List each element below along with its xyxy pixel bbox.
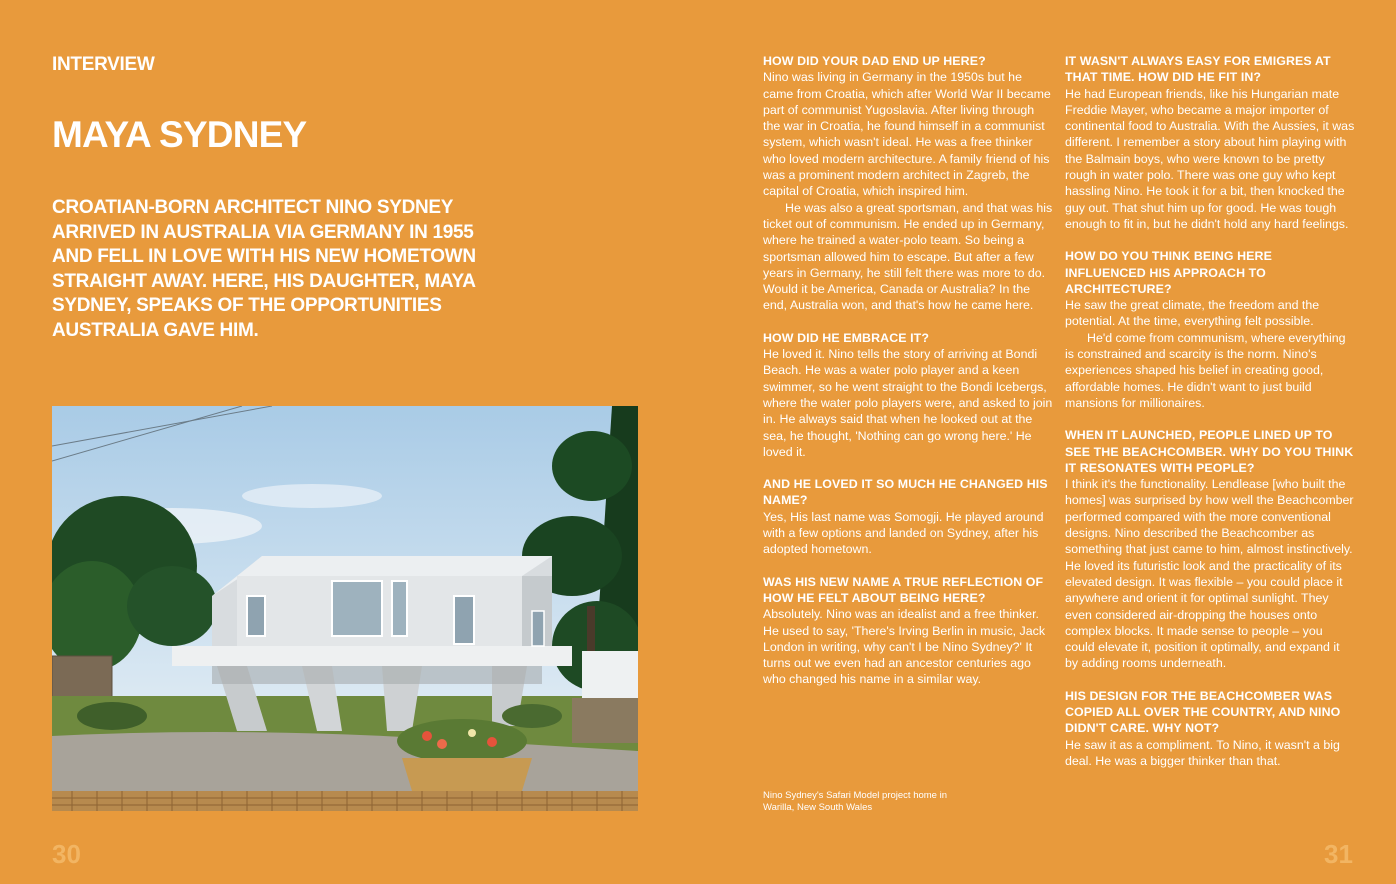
question: HOW DID YOUR DAD END UP HERE?: [763, 54, 986, 68]
answer-paragraph: He saw the great climate, the freedom and the potential. At the time, everything felt possible.: [1065, 298, 1320, 329]
page-number-right: 31: [1324, 839, 1353, 869]
question: WAS HIS NEW NAME A TRUE REFLECTION OF HOW HE FELT ABOUT BEING HERE?: [763, 574, 1044, 605]
qa-block: [1065, 427, 1355, 671]
question: HOW DID HE EMBRACE IT?: [763, 330, 930, 345]
question: HIS DESIGN FOR THE BEACHCOMBER WAS COPIED ALL OVER THE COUNTRY, AND NINO DIDN'T CARE. WHY NOT?: [1065, 688, 1341, 736]
article-title: MAYA SYDNEY: [52, 114, 307, 155]
photo-caption: Nino Sydney's Safari Model project home in Warilla, New South Wales: [763, 790, 947, 813]
answer: [1065, 476, 1355, 672]
qa-block: [763, 476, 1053, 557]
qa-block: [1065, 688, 1355, 769]
answer-paragraph: He loved it. Nino tells the story of arriving at Bondi Beach. He was a water polo player and a keen swimmer, so he went straight to the Bondi Icebergs, where the water polo players were, and asked to join in. He always said that when he looked out at the sea, he thought, 'Nothing can go wrong here.' He loved it.: [763, 347, 1053, 459]
answer-paragraph: He saw it as a compliment. To Nino, it wasn't a big deal. He was a bigger thinker than that.: [1065, 737, 1340, 768]
question: AND HE LOVED IT SO MUCH HE CHANGED HIS NAME?: [763, 477, 1048, 508]
answer-paragraph: He had European friends, like his Hungarian mate Freddie Mayer, who became a major importer of continental food to Australia. With the Aussies, it was different. I remember a story about him playing with the Balmain boys, who were known to be pretty rough in water polo. There was one guy who kept hassling Nino. He took it for a bit, then knocked the guy out. That shut him up for good. He was tough enough to fit in, but he didn't hold any hard feelings.: [1065, 86, 1355, 231]
answer: [763, 509, 1053, 558]
section-label: INTERVIEW: [52, 54, 155, 75]
qa-block: [763, 53, 1053, 314]
answer-paragraph: Nino was living in Germany in the 1950s but he came from Croatia, which after World War II became part of communist Yugoslavia. After living through the war in Croatia, he found himself in a communist system, which wasn't ideal. He was a free thinker who loved modern architecture. A family friend of his was a prominent modern architect in Zagreb, the capital of Croatia, which inspired him.: [763, 70, 1051, 199]
answer: [1065, 297, 1355, 411]
house-photo: [52, 406, 638, 811]
answer: [763, 346, 1053, 460]
answer: [763, 69, 1053, 313]
answer: [763, 606, 1053, 687]
answer-paragraph: I think it's the functionality. Lendlease [who built the homes] was surprised by how well the Beachcomber performed compared with the more conventional designs. Nino described the Beachcomber as something that just came to him, almost instinctively. He loved its futuristic look and the practicality of its elevated design. It was flexible – you could place it anywhere and orient it for optimal sunlight. They even considered air-dropping the houses onto complex blocks. It made sense to people – you could elevate it, position it optimally, and expand it by adding rooms underneath.: [1065, 477, 1354, 671]
answer-paragraph: Absolutely. Nino was an idealist and a free thinker. He used to say, 'There's Irving Berlin in music, Jack London in writing, why can't I be Nino Sydney?' It turns out we even had an ancestor centuries ago who changed his name in a similar way.: [763, 607, 1046, 687]
qa-block: [1065, 53, 1355, 232]
answer-paragraph: He was also a great sportsman, and that was his ticket out of communism. He ended up in Germany, where he trained a water-polo team. So being a sportsman allowed him to escape. But after a few years in Germany, he still felt there was more to do. Would it be America, Canada or Australia? In the end, Australia won, and that's how he came here.: [763, 200, 1053, 313]
qa-block: [1065, 248, 1355, 411]
qa-block: [763, 330, 1053, 460]
question: WHEN IT LAUNCHED, PEOPLE LINED UP TO SEE THE BEACHCOMBER. WHY DO YOU THINK IT RESONATES WITH PEOPLE?: [1065, 428, 1354, 475]
interview-column-2: [1065, 53, 1355, 785]
answer: [1065, 86, 1355, 233]
answer-paragraph: Yes, His last name was Somogji. He played around with a few options and landed on Sydney, after his adopted hometown.: [763, 509, 1044, 557]
qa-block: [763, 574, 1053, 688]
answer: [1065, 737, 1355, 770]
interview-column-1: [763, 53, 1053, 704]
question: IT WASN'T ALWAYS EASY FOR EMIGRES AT THAT TIME. HOW DID HE FIT IN?: [1065, 54, 1331, 85]
page-number-left: 30: [52, 839, 81, 869]
standfirst: CROATIAN-BORN ARCHITECT NINO SYDNEY ARRIVED IN AUSTRALIA VIA GERMANY IN 1955 AND FELL IN LOVE WITH HIS NEW HOMETOWN STRAIGHT AWAY. HERE, HIS DAUGHTER, MAYA SYDNEY, SPEAKS OF THE OPPORTUNITIES AUSTRALIA GAVE HIM.: [52, 197, 476, 341]
question: HOW DO YOU THINK BEING HERE INFLUENCED HIS APPROACH TO ARCHITECTURE?: [1065, 249, 1272, 296]
answer-paragraph: He'd come from communism, where everything is constrained and scarcity is the norm. Nino's experiences shaped his belief in creating good, affordable homes. He didn't want to just build mansions for millionaires.: [1065, 330, 1346, 410]
